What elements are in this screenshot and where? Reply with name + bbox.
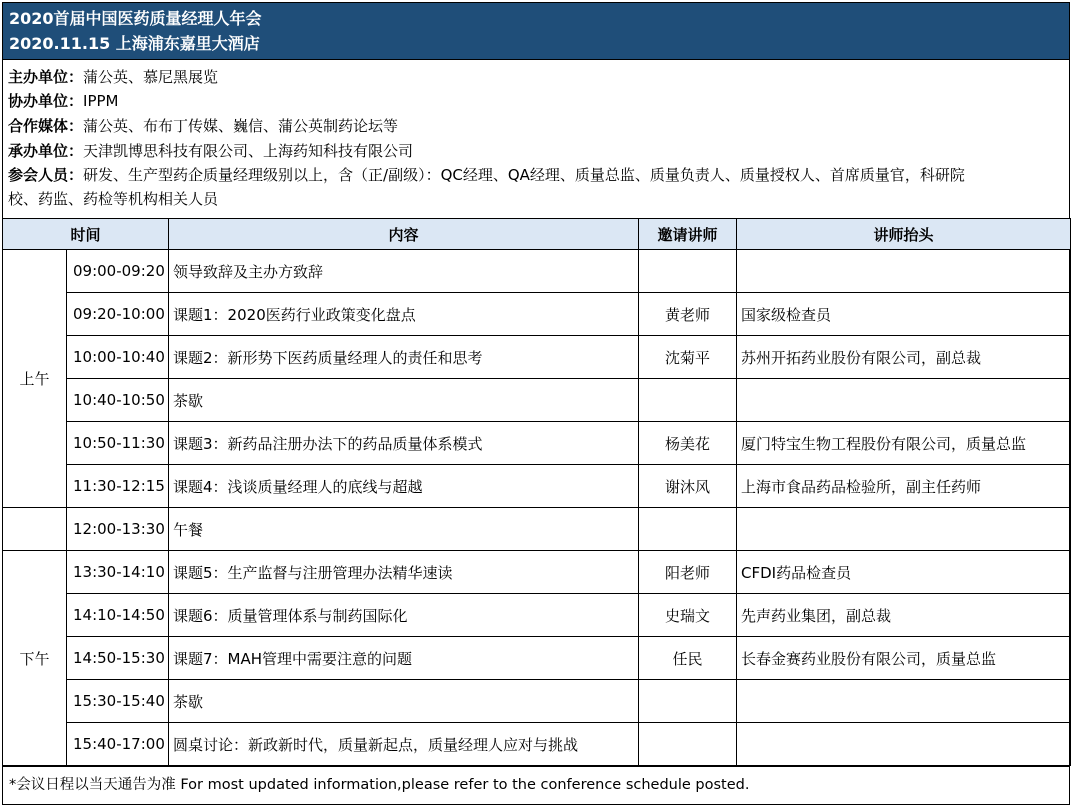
table-row <box>3 250 1071 293</box>
row-time: 15:40-17:00 <box>67 723 169 766</box>
row-speaker: 任民 <box>639 637 737 680</box>
row-time: 10:00-10:40 <box>67 336 169 379</box>
table-row <box>3 293 1071 336</box>
row-speaker <box>639 723 737 766</box>
row-content: 课题7：MAH管理中需要注意的问题 <box>169 637 639 680</box>
table-row <box>3 508 1071 551</box>
info-value: 研发、生产型药企质量经理级别以上，含（正/副级）：QC经理、QA经理、质量总监、质量负责人、质量授权人、首席质量官，科研院 <box>83 166 965 184</box>
row-speaker: 史瑞文 <box>639 594 737 637</box>
row-speaker-title: 上海市食品药品检验所，副主任药师 <box>737 465 1071 508</box>
row-content: 课题1：2020医药行业政策变化盘点 <box>169 293 639 336</box>
table-row <box>3 637 1071 680</box>
row-time: 15:30-15:40 <box>67 680 169 723</box>
row-speaker-title: 厦门特宝生物工程股份有限公司，质量总监 <box>737 422 1071 465</box>
info-attendees <box>8 163 965 187</box>
info-value: 蒲公英、布布丁传媒、巍信、蒲公英制药论坛等 <box>83 117 399 135</box>
info-value: 天津凯博思科技有限公司、上海药知科技有限公司 <box>83 142 414 160</box>
row-time: 14:50-15:30 <box>67 637 169 680</box>
info-value: 校、药监、药检等机构相关人员 <box>8 190 219 208</box>
header-content: 内容 <box>169 219 639 250</box>
table-row <box>3 594 1071 637</box>
info-value: 蒲公英、慕尼黑展览 <box>83 68 219 86</box>
row-speaker-title <box>737 680 1071 723</box>
table-row <box>3 465 1071 508</box>
info-attendees-cont <box>8 187 218 211</box>
info-value: IPPM <box>83 92 119 110</box>
row-time: 10:40-10:50 <box>67 379 169 422</box>
row-speaker-title: 先声药业集团，副总裁 <box>737 594 1071 637</box>
header-time: 时间 <box>3 219 169 250</box>
row-speaker-title <box>737 508 1071 551</box>
row-content: 课题5：生产监督与注册管理办法精华速读 <box>169 551 639 594</box>
period-morning: 上午 <box>3 250 67 508</box>
row-speaker <box>639 508 737 551</box>
row-content: 圆桌讨论：新政新时代，质量新起点，质量经理人应对与挑战 <box>169 723 639 766</box>
table-row <box>3 379 1071 422</box>
info-media-partners <box>8 114 398 138</box>
row-speaker: 沈菊平 <box>639 336 737 379</box>
row-content: 课题2：新形势下医药质量经理人的责任和思考 <box>169 336 639 379</box>
row-speaker-title <box>737 250 1071 293</box>
row-speaker-title <box>737 723 1071 766</box>
row-speaker: 谢沐风 <box>639 465 737 508</box>
banner <box>2 2 1070 60</box>
row-content: 茶歇 <box>169 680 639 723</box>
table-row <box>3 723 1071 766</box>
info-organizer <box>8 65 218 89</box>
schedule-footnote: *会议日程以当天通告为准 For most updated information,please refer to the conference schedule posted. <box>2 766 1070 805</box>
row-time: 12:00-13:30 <box>67 508 169 551</box>
period-afternoon: 下午 <box>3 551 67 766</box>
conference-date-venue: 2020.11.15 上海浦东嘉里大酒店 <box>9 34 260 53</box>
info-label: 主办单位： <box>8 68 84 86</box>
row-speaker-title: 长春金赛药业股份有限公司，质量总监 <box>737 637 1071 680</box>
row-speaker <box>639 379 737 422</box>
row-speaker-title: 国家级检查员 <box>737 293 1071 336</box>
table-row <box>3 551 1071 594</box>
table-row <box>3 422 1071 465</box>
row-time: 10:50-11:30 <box>67 422 169 465</box>
info-label: 协办单位： <box>8 92 84 110</box>
row-content: 领导致辞及主办方致辞 <box>169 250 639 293</box>
row-speaker <box>639 250 737 293</box>
period-lunch <box>3 508 67 551</box>
info-co-organizer <box>8 89 118 113</box>
info-label: 参会人员： <box>8 166 84 184</box>
row-speaker-title <box>737 379 1071 422</box>
schedule-table <box>2 218 1071 766</box>
row-speaker-title: 苏州开拓药业股份有限公司，副总裁 <box>737 336 1071 379</box>
row-speaker: 黄老师 <box>639 293 737 336</box>
row-time: 14:10-14:50 <box>67 594 169 637</box>
table-header-row <box>3 219 1071 250</box>
info-label: 合作媒体： <box>8 117 84 135</box>
row-content: 课题3：新药品注册办法下的药品质量体系模式 <box>169 422 639 465</box>
table-row <box>3 336 1071 379</box>
info-host <box>8 139 413 163</box>
table-row <box>3 680 1071 723</box>
info-label: 承办单位： <box>8 142 84 160</box>
row-content: 茶歇 <box>169 379 639 422</box>
header-speaker: 邀请讲师 <box>639 219 737 250</box>
row-content: 午餐 <box>169 508 639 551</box>
row-content: 课题4：浅谈质量经理人的底线与超越 <box>169 465 639 508</box>
row-speaker-title: CFDI药品检查员 <box>737 551 1071 594</box>
row-speaker <box>639 680 737 723</box>
row-time: 13:30-14:10 <box>67 551 169 594</box>
row-time: 09:20-10:00 <box>67 293 169 336</box>
row-speaker: 杨美花 <box>639 422 737 465</box>
header-speaker-title: 讲师抬头 <box>737 219 1071 250</box>
row-content: 课题6：质量管理体系与制药国际化 <box>169 594 639 637</box>
row-time: 09:00-09:20 <box>67 250 169 293</box>
conference-title: 2020首届中国医药质量经理人年会 <box>9 9 262 28</box>
row-speaker: 阳老师 <box>639 551 737 594</box>
row-time: 11:30-12:15 <box>67 465 169 508</box>
